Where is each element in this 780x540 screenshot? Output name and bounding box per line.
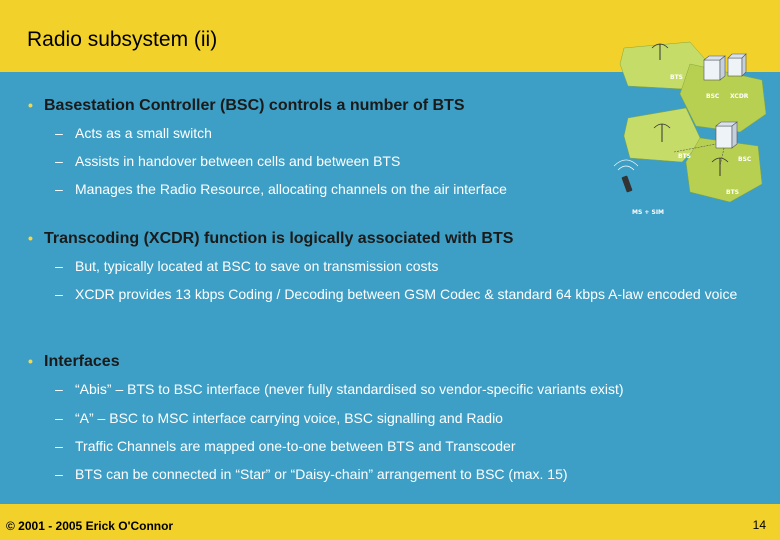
network-diagram-svg (590, 34, 780, 224)
sub-bullet: – “A” – BSC to MSC interface carrying voice, BSC signalling and Radio (55, 410, 503, 426)
slide-title: Radio subsystem (ii) (27, 28, 218, 51)
bullet-text: Transcoding (XCDR) function is logically associated with BTS (44, 230, 514, 247)
bts-box-icon (716, 122, 737, 148)
diagram-label: BSC (706, 93, 720, 100)
sub-bullet: – But, typically located at BSC to save on transmission costs (55, 258, 439, 274)
diagram-label: BSC (738, 156, 752, 163)
mobile-phone-icon (614, 160, 638, 193)
gsm-network-diagram (590, 34, 780, 224)
page-number: 14 (752, 518, 766, 532)
sub-bullet: – Acts as a small switch (55, 125, 212, 141)
diagram-label: XCDR (730, 93, 749, 100)
bullet-dot-icon: • (28, 97, 33, 113)
bullet-bsc (28, 96, 464, 115)
bullet-xcdr (28, 229, 513, 248)
sub-bullet: – “Abis” – BTS to BSC interface (never fully standardised so vendor-specific variants exist) (55, 381, 624, 397)
bullet-text: Interfaces (44, 353, 120, 370)
sub-bullet: – Traffic Channels are mapped one-to-one between BTS and Transcoder (55, 438, 516, 454)
diagram-label: BTS (726, 189, 739, 196)
bullet-dot-icon: • (28, 353, 33, 369)
bullet-text: Basestation Controller (BSC) controls a number of BTS (44, 97, 465, 114)
bullet-interfaces (28, 352, 120, 371)
sub-bullet: – Manages the Radio Resource, allocating channels on the air interface (55, 181, 507, 197)
bullet-dot-icon: • (28, 230, 33, 246)
sub-bullet: – BTS can be connected in “Star” or “Daisy-chain” arrangement to BSC (max. 15) (55, 466, 568, 482)
copyright-text: © 2001 - 2005 Erick O'Connor (6, 519, 174, 533)
xcdr-box-icon (728, 54, 746, 76)
bsc-box-icon (704, 56, 725, 80)
sub-bullet: – XCDR provides 13 kbps Coding / Decoding between GSM Codec & standard 64 kbps A-law encoded voice (55, 286, 738, 302)
diagram-label: BTS (670, 74, 683, 81)
sub-bullet: – Assists in handover between cells and between BTS (55, 153, 401, 169)
diagram-label: BTS (678, 153, 691, 160)
diagram-label: MS + SIM (632, 209, 665, 216)
